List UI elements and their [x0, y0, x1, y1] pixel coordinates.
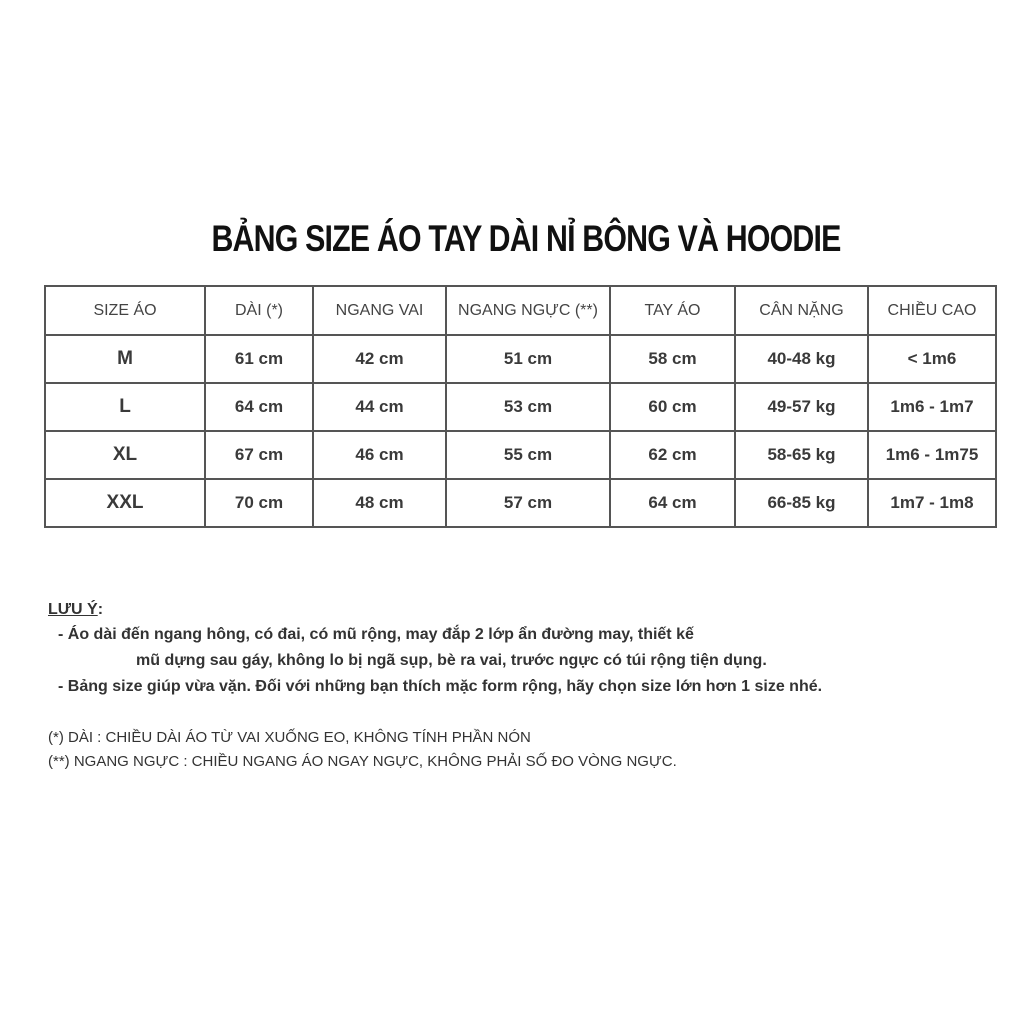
header-chest-width: NGANG NGỰC (**) [446, 286, 610, 335]
sleeve-cell: 58 cm [610, 335, 735, 383]
footnote-length: (*) DÀI : CHIỀU DÀI ÁO TỪ VAI XUỐNG EO, KHÔNG TÍNH PHẦN NÓN [48, 729, 531, 746]
weight-cell: 49-57 kg [735, 383, 868, 431]
shoulder-cell: 46 cm [313, 431, 446, 479]
table-row [45, 335, 996, 383]
page-title: BẢNG SIZE ÁO TAY DÀI NỈ BÔNG VÀ HOODIE [211, 218, 841, 259]
size-cell: XXL [45, 479, 205, 527]
weight-cell: 66-85 kg [735, 479, 868, 527]
notes-heading-colon: : [97, 601, 104, 618]
footnote-chest: (**) NGANG NGỰC : CHIỀU NGANG ÁO NGAY NGỰC, KHÔNG PHẢI SỐ ĐO VÒNG NGỰC. [48, 753, 677, 770]
header-length: DÀI (*) [205, 286, 313, 335]
size-table [44, 285, 997, 528]
chest-cell: 51 cm [446, 335, 610, 383]
height-cell: 1m6 - 1m7 [868, 383, 996, 431]
height-cell: < 1m6 [868, 335, 996, 383]
size-cell: M [45, 335, 205, 383]
sleeve-cell: 64 cm [610, 479, 735, 527]
shoulder-cell: 42 cm [313, 335, 446, 383]
notes-heading-text: LƯU Ý [48, 601, 98, 618]
footnotes [48, 726, 1008, 774]
header-sleeve: TAY ÁO [610, 286, 735, 335]
weight-cell: 40-48 kg [735, 335, 868, 383]
notes-heading [48, 598, 1008, 622]
table-row [45, 383, 996, 431]
size-cell: L [45, 383, 205, 431]
header-row [45, 286, 996, 335]
table-row [45, 431, 996, 479]
header-size: SIZE ÁO [45, 286, 205, 335]
chest-cell: 55 cm [446, 431, 610, 479]
note-line: - Áo dài đến ngang hông, có đai, có mũ rộng, may đắp 2 lớp ẩn đường may, thiết kế [58, 626, 694, 643]
header-weight: CÂN NẶNG [735, 286, 868, 335]
header-height: CHIỀU CAO [868, 286, 996, 335]
shoulder-cell: 44 cm [313, 383, 446, 431]
size-cell: XL [45, 431, 205, 479]
sleeve-cell: 62 cm [610, 431, 735, 479]
height-cell: 1m7 - 1m8 [868, 479, 996, 527]
chest-cell: 57 cm [446, 479, 610, 527]
header-shoulder-width: NGANG VAI [313, 286, 446, 335]
weight-cell: 58-65 kg [735, 431, 868, 479]
length-cell: 61 cm [205, 335, 313, 383]
table-row [45, 479, 996, 527]
length-cell: 70 cm [205, 479, 313, 527]
note-line: - Bảng size giúp vừa vặn. Đối với những bạn thích mặc form rộng, hãy chọn size lớn hơn 1 size nhé. [58, 678, 823, 695]
note-line: mũ dựng sau gáy, không lo bị ngã sụp, bè ra vai, trước ngực có túi rộng tiện dụng. [136, 652, 767, 669]
notes-section [48, 598, 1008, 700]
sleeve-cell: 60 cm [610, 383, 735, 431]
height-cell: 1m6 - 1m75 [868, 431, 996, 479]
length-cell: 67 cm [205, 431, 313, 479]
length-cell: 64 cm [205, 383, 313, 431]
shoulder-cell: 48 cm [313, 479, 446, 527]
chest-cell: 53 cm [446, 383, 610, 431]
